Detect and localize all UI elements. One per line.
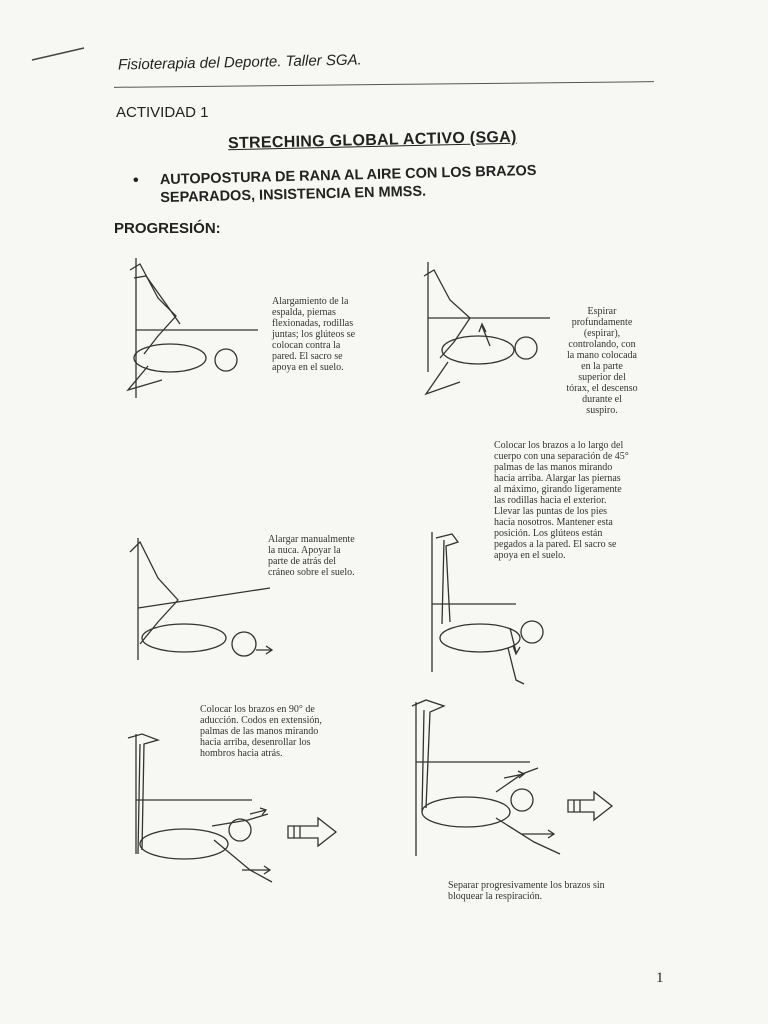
page-title: STRECHING GLOBAL ACTIVO (SGA)	[227, 128, 517, 153]
figure-step-1	[118, 258, 268, 418]
caption-step-3: Alargar manualmente la nuca. Apoyar la parte de atrás del cráneo sobre el suelo.	[268, 534, 355, 578]
figure-step-3	[120, 538, 280, 668]
caption-step-1: Alargamiento de la espalda, piernas flexionadas, rodillas juntas; los glúteos se colocan contra la pared. El sacro se apoya en el suelo.	[272, 296, 356, 373]
caption-step-2: Espirar profundamente (espirar), controlando, con la mano colocada en la parte superior del tórax, el descenso durante el suspiro.	[566, 306, 638, 416]
pen-mark	[30, 44, 90, 64]
figure-step-6	[404, 696, 624, 868]
page-number: 1	[656, 970, 664, 986]
caption-step-5: Colocar los brazos en 90° de aducción. Codos en extensión, palmas de las manos mirando hacia arriba, desenrollar los hombros hacia atrás.	[200, 704, 322, 759]
course-header: Fisioterapia del Deporte. Taller SGA.	[117, 51, 362, 74]
section-heading: PROGRESIÓN:	[114, 220, 221, 237]
header-rule	[114, 81, 654, 88]
caption-step-4: Colocar los brazos a lo largo del cuerpo con una separación de 45° palmas de las manos mirando hacia arriba. Alargar las piernas al máximo, girando ligeramente las rodillas hacia el exterior. Llevar las puntas de los pies hacia nosotros. Mantener esta posición. Los glúteos están pegados a la pared. El sacro se apoya en el suelo.	[494, 440, 629, 561]
bullet-icon: •	[133, 172, 139, 189]
figure-step-4	[424, 532, 554, 694]
caption-step-6: Separar progresivamente los brazos sin bloquear la respiración.	[448, 880, 605, 902]
activity-label: ACTIVIDAD 1	[116, 104, 209, 121]
figure-step-5	[122, 730, 352, 900]
exercise-bullet: AUTOPOSTURA DE RANA AL AIRE CON LOS BRAZOS SEPARADOS, INSISTENCIA EN MMSS.	[159, 162, 537, 207]
figure-step-2	[420, 262, 560, 422]
